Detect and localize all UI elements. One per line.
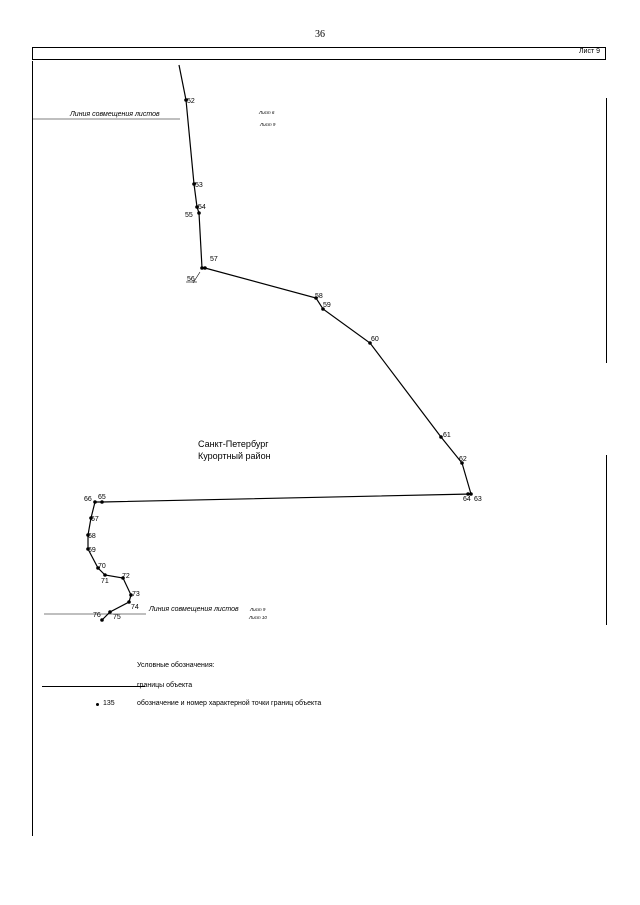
merge-line-bottom-sheet-lower: Лист 10 [249,615,267,620]
point-label-71: 71 [101,578,109,585]
page-number: 36 [315,29,325,40]
point-label-66: 66 [84,496,92,503]
point-label-57: 57 [210,256,218,263]
point-label-63: 63 [474,496,482,503]
point-label-74: 74 [131,604,139,611]
point-label-56: 56 [187,276,195,283]
object-boundary-line [88,65,471,620]
point-label-70: 70 [98,563,106,570]
legend-point-sample-number: 135 [103,700,115,707]
legend-point-sample [96,703,99,706]
merge-line-top-sheet-lower: Лист 9 [260,122,276,127]
point-label-54: 54 [198,204,206,211]
point-label-67: 67 [91,516,99,523]
point-label-62: 62 [459,456,467,463]
district-name-area: Курортный район [198,451,271,461]
point-label-75: 75 [113,614,121,621]
point-label-68: 68 [88,533,96,540]
point-label-73: 73 [132,591,140,598]
legend-boundary-label: границы объекта [137,682,193,689]
point-label-59: 59 [323,302,331,309]
boundary-point [108,610,112,614]
point-label-64: 64 [463,496,471,503]
district-name-city: Санкт-Петербург [198,439,269,449]
boundary-point [103,573,107,577]
sheet-label: Лист 9 [578,48,600,55]
merge-line-top-sheet-upper: Лист 6 [259,110,275,115]
boundary-point [93,500,97,504]
merge-line-bottom-sheet-upper: Лист 9 [250,607,266,612]
boundary-point [203,266,207,270]
point-label-76: 76 [93,612,101,619]
legend-title: Условные обозначения: [137,662,215,669]
merge-line-bottom-label: Линия совмещения листов [149,606,239,613]
merge-line-top-label: Линия совмещения листов [70,111,160,118]
point-label-58: 58 [315,293,323,300]
point-label-69: 69 [88,547,96,554]
legend-boundary-line-sample [42,686,145,687]
point-label-53: 53 [195,182,203,189]
point-label-60: 60 [371,336,379,343]
point-label-55: 55 [185,212,193,219]
boundary-points-group [84,98,482,622]
point-label-52: 52 [187,98,195,105]
point-label-65: 65 [98,494,106,501]
point-label-61: 61 [443,432,451,439]
point-label-72: 72 [122,573,130,580]
boundary-point [197,211,201,215]
legend-point-label: обозначение и номер характерной точки границ объекта [137,700,322,707]
